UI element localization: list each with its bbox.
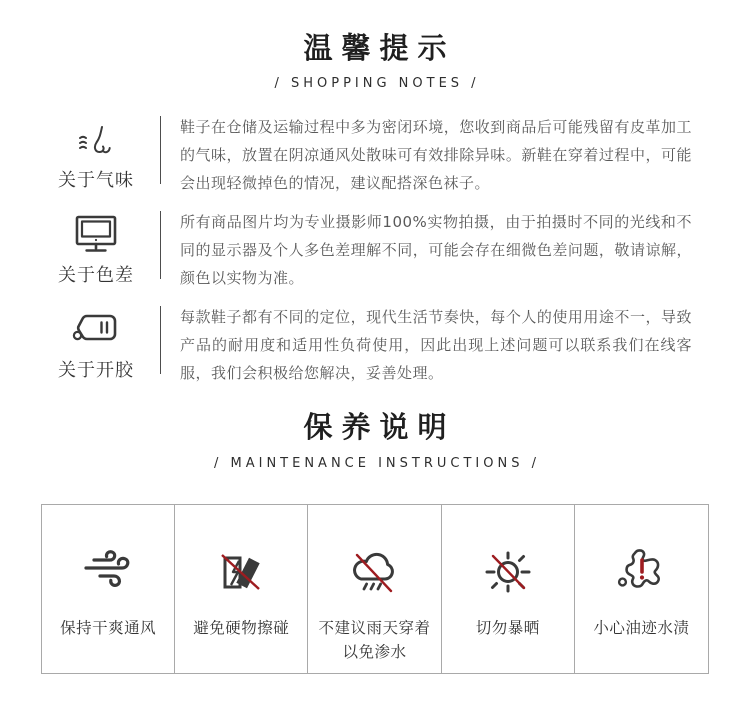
cell-label-keep-dry: 保持干爽通风 [60, 618, 157, 637]
maintenance-cell-no-rain [308, 505, 441, 673]
note-label-odor: 关于气味 [58, 170, 134, 192]
note-label-glue: 关于开胶 [58, 360, 134, 382]
cell-label-stains: 小心油迹水渍 [593, 618, 690, 637]
tag-icon [70, 303, 122, 349]
note-text-odor: 鞋子在仓储及运输过程中多为密闭环境，您收到商品后可能残留有皮革加工的气味，放置在阴凉通风处散味可有效排除异味。新鞋在穿着过程中，可能会出现轻微掉色的情况，建议配搭深色袜子。 [180, 118, 692, 193]
shopping-notes-header [0, 0, 750, 91]
cell-label-no-sun: 切勿暴晒 [475, 618, 540, 637]
shopping-notes-list [0, 113, 750, 387]
maintenance-header [0, 411, 750, 470]
note-label-color-difference: 关于色差 [58, 265, 134, 287]
maintenance-subtitle: / MAINTENANCE INSTRUCTIONS / [214, 455, 540, 471]
note-text-glue: 每款鞋子都有不同的定位，现代生活节奏快，每个人的使用用途不一，导致产品的耐用度和适用性负荷使用，因此出现上述问题可以联系我们在线客服，我们会积极给您解决，妥善处理。 [180, 308, 692, 383]
vertical-divider [160, 211, 161, 279]
maintenance-cell-stains [575, 505, 708, 673]
note-row-glue [0, 303, 750, 387]
cell-label-avoid-impact: 避免硬物擦碰 [193, 618, 290, 637]
shopping-notes-title: 温馨提示 [303, 31, 456, 65]
no-rain-icon [346, 539, 402, 605]
shopping-notes-subtitle: / SHOPPING NOTES / [274, 76, 480, 92]
note-row-odor [0, 113, 750, 197]
no-hard-impact-icon [215, 539, 267, 605]
note-row-color-difference [0, 208, 750, 292]
maintenance-title: 保养说明 [303, 410, 456, 445]
maintenance-cell-no-sun [442, 505, 575, 673]
note-text-color-difference: 所有商品图片均为专业摄影师100%实物拍摄，由于拍摄时不同的光线和不同的显示器及个人多色差理解不同，可能会存在细微色差问题，敬请谅解，颜色以实物为准。 [180, 213, 692, 288]
no-sun-icon [482, 539, 534, 605]
vertical-divider [160, 116, 161, 184]
cell-label-no-rain: 不建议雨天穿着 以免渗水 [318, 618, 431, 661]
maintenance-cell-keep-dry [42, 505, 175, 673]
nose-smell-icon [76, 113, 116, 159]
monitor-icon [73, 208, 119, 254]
wind-icon [80, 539, 136, 605]
stain-warning-icon [613, 539, 669, 605]
vertical-divider [160, 306, 161, 374]
maintenance-cell-avoid-impact [175, 505, 308, 673]
maintenance-grid [41, 504, 709, 674]
